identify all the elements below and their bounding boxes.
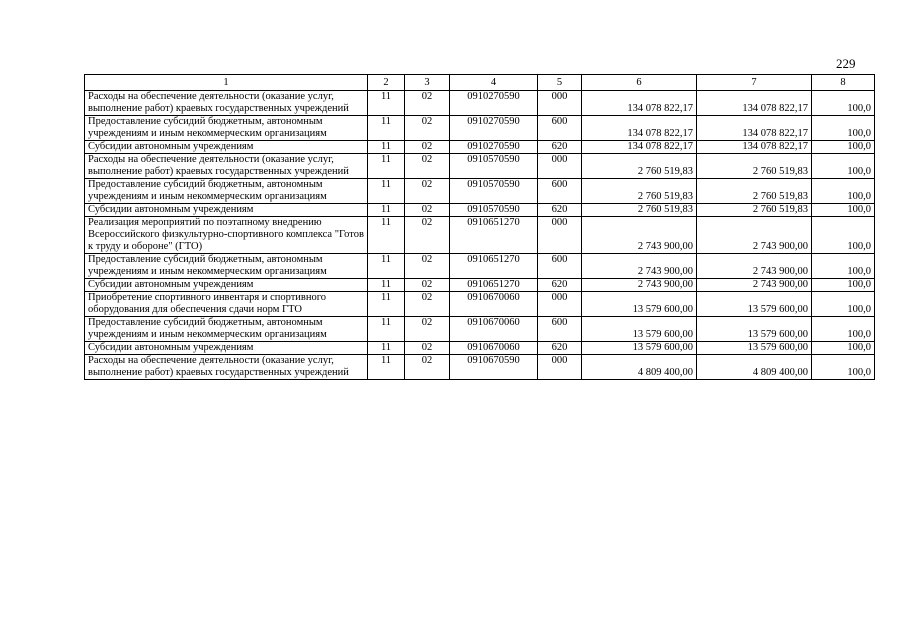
- row-name-cell: Субсидии автономным учреждениям: [85, 342, 368, 355]
- subsection-cell: 02: [405, 279, 450, 292]
- section-cell: 11: [368, 317, 405, 342]
- executed-amount-cell: 134 078 822,17: [697, 116, 812, 141]
- table-row: [85, 342, 875, 355]
- target-article-cell: 0910670060: [450, 317, 538, 342]
- subsection-cell: 02: [405, 116, 450, 141]
- table-row: [85, 355, 875, 380]
- planned-amount-cell: 2 743 900,00: [582, 217, 697, 254]
- percent-cell: 100,0: [812, 254, 875, 279]
- header-cell: 4: [450, 75, 538, 91]
- header-cell: 2: [368, 75, 405, 91]
- expense-type-cell: 000: [538, 154, 582, 179]
- target-article-cell: 0910670060: [450, 292, 538, 317]
- target-article-cell: 0910570590: [450, 204, 538, 217]
- executed-amount-cell: 4 809 400,00: [697, 355, 812, 380]
- header-cell: 7: [697, 75, 812, 91]
- section-cell: 11: [368, 154, 405, 179]
- row-name-cell: Субсидии автономным учреждениям: [85, 141, 368, 154]
- header-cell: 6: [582, 75, 697, 91]
- executed-amount-cell: 2 760 519,83: [697, 204, 812, 217]
- row-name-cell: Расходы на обеспечение деятельности (оказание услуг, выполнение работ) краевых государственных учреждений: [85, 91, 368, 116]
- subsection-cell: 02: [405, 204, 450, 217]
- expense-type-cell: 000: [538, 355, 582, 380]
- subsection-cell: 02: [405, 217, 450, 254]
- percent-cell: 100,0: [812, 204, 875, 217]
- expense-type-cell: 000: [538, 292, 582, 317]
- target-article-cell: 0910670590: [450, 355, 538, 380]
- row-name-cell: Приобретение спортивного инвентаря и спортивного оборудования для обеспечения сдачи норм ГТО: [85, 292, 368, 317]
- section-cell: 11: [368, 292, 405, 317]
- table-row: [85, 154, 875, 179]
- table-row: [85, 179, 875, 204]
- section-cell: 11: [368, 91, 405, 116]
- planned-amount-cell: 2 760 519,83: [582, 179, 697, 204]
- percent-cell: 100,0: [812, 179, 875, 204]
- table-row: [85, 292, 875, 317]
- table-row: [85, 91, 875, 116]
- subsection-cell: 02: [405, 254, 450, 279]
- table-row: [85, 217, 875, 254]
- section-cell: 11: [368, 217, 405, 254]
- row-name-cell: Субсидии автономным учреждениям: [85, 204, 368, 217]
- table-body: [85, 91, 875, 380]
- row-name-cell: Расходы на обеспечение деятельности (оказание услуг, выполнение работ) краевых государственных учреждений: [85, 355, 368, 380]
- header-cell: 8: [812, 75, 875, 91]
- target-article-cell: 0910651270: [450, 217, 538, 254]
- executed-amount-cell: 13 579 600,00: [697, 342, 812, 355]
- expense-type-cell: 000: [538, 217, 582, 254]
- subsection-cell: 02: [405, 141, 450, 154]
- target-article-cell: 0910670060: [450, 342, 538, 355]
- executed-amount-cell: 2 760 519,83: [697, 179, 812, 204]
- table-row: [85, 279, 875, 292]
- section-cell: 11: [368, 179, 405, 204]
- planned-amount-cell: 2 760 519,83: [582, 204, 697, 217]
- row-name-cell: Предоставление субсидий бюджетным, автономным учреждениям и иным некоммерческим организациям: [85, 254, 368, 279]
- table-row: [85, 317, 875, 342]
- row-name-cell: Расходы на обеспечение деятельности (оказание услуг, выполнение работ) краевых государственных учреждений: [85, 154, 368, 179]
- subsection-cell: 02: [405, 154, 450, 179]
- subsection-cell: 02: [405, 317, 450, 342]
- table-row: [85, 141, 875, 154]
- expense-type-cell: 620: [538, 279, 582, 292]
- planned-amount-cell: 2 760 519,83: [582, 154, 697, 179]
- expense-type-cell: 620: [538, 204, 582, 217]
- planned-amount-cell: 134 078 822,17: [582, 141, 697, 154]
- target-article-cell: 0910270590: [450, 141, 538, 154]
- table-row: [85, 204, 875, 217]
- target-article-cell: 0910651270: [450, 279, 538, 292]
- row-name-cell: Предоставление субсидий бюджетным, автономным учреждениям и иным некоммерческим организациям: [85, 317, 368, 342]
- page-number: 229: [836, 56, 856, 71]
- target-article-cell: 0910651270: [450, 254, 538, 279]
- percent-cell: 100,0: [812, 317, 875, 342]
- executed-amount-cell: 2 760 519,83: [697, 154, 812, 179]
- executed-amount-cell: 13 579 600,00: [697, 317, 812, 342]
- expense-type-cell: 600: [538, 317, 582, 342]
- expense-type-cell: 600: [538, 116, 582, 141]
- executed-amount-cell: 13 579 600,00: [697, 292, 812, 317]
- section-cell: 11: [368, 141, 405, 154]
- row-name-cell: Реализация мероприятий по поэтапному внедрению Всероссийского физкультурно-спортивного комплекса "Готов к труду и обороне" (ГТО): [85, 217, 368, 254]
- planned-amount-cell: 2 743 900,00: [582, 254, 697, 279]
- percent-cell: 100,0: [812, 292, 875, 317]
- executed-amount-cell: 134 078 822,17: [697, 141, 812, 154]
- percent-cell: 100,0: [812, 141, 875, 154]
- executed-amount-cell: 2 743 900,00: [697, 217, 812, 254]
- target-article-cell: 0910570590: [450, 154, 538, 179]
- expense-type-cell: 600: [538, 179, 582, 204]
- section-cell: 11: [368, 342, 405, 355]
- percent-cell: 100,0: [812, 279, 875, 292]
- percent-cell: 100,0: [812, 342, 875, 355]
- section-cell: 11: [368, 116, 405, 141]
- planned-amount-cell: 13 579 600,00: [582, 292, 697, 317]
- section-cell: 11: [368, 279, 405, 292]
- target-article-cell: 0910570590: [450, 179, 538, 204]
- header-cell: 1: [85, 75, 368, 91]
- table-row: [85, 116, 875, 141]
- table-header-row: [85, 75, 875, 91]
- subsection-cell: 02: [405, 91, 450, 116]
- header-cell: 5: [538, 75, 582, 91]
- header-cell: 3: [405, 75, 450, 91]
- expense-type-cell: 620: [538, 141, 582, 154]
- section-cell: 11: [368, 254, 405, 279]
- planned-amount-cell: 13 579 600,00: [582, 317, 697, 342]
- expense-type-cell: 620: [538, 342, 582, 355]
- table-row: [85, 254, 875, 279]
- planned-amount-cell: 13 579 600,00: [582, 342, 697, 355]
- subsection-cell: 02: [405, 342, 450, 355]
- executed-amount-cell: 2 743 900,00: [697, 254, 812, 279]
- budget-table: [84, 74, 875, 380]
- percent-cell: 100,0: [812, 91, 875, 116]
- planned-amount-cell: 134 078 822,17: [582, 91, 697, 116]
- percent-cell: 100,0: [812, 217, 875, 254]
- expense-type-cell: 000: [538, 91, 582, 116]
- planned-amount-cell: 2 743 900,00: [582, 279, 697, 292]
- subsection-cell: 02: [405, 355, 450, 380]
- percent-cell: 100,0: [812, 154, 875, 179]
- target-article-cell: 0910270590: [450, 116, 538, 141]
- section-cell: 11: [368, 204, 405, 217]
- planned-amount-cell: 4 809 400,00: [582, 355, 697, 380]
- row-name-cell: Предоставление субсидий бюджетным, автономным учреждениям и иным некоммерческим организациям: [85, 116, 368, 141]
- expense-type-cell: 600: [538, 254, 582, 279]
- target-article-cell: 0910270590: [450, 91, 538, 116]
- percent-cell: 100,0: [812, 355, 875, 380]
- percent-cell: 100,0: [812, 116, 875, 141]
- planned-amount-cell: 134 078 822,17: [582, 116, 697, 141]
- row-name-cell: Предоставление субсидий бюджетным, автономным учреждениям и иным некоммерческим организациям: [85, 179, 368, 204]
- subsection-cell: 02: [405, 292, 450, 317]
- row-name-cell: Субсидии автономным учреждениям: [85, 279, 368, 292]
- subsection-cell: 02: [405, 179, 450, 204]
- executed-amount-cell: 2 743 900,00: [697, 279, 812, 292]
- section-cell: 11: [368, 355, 405, 380]
- executed-amount-cell: 134 078 822,17: [697, 91, 812, 116]
